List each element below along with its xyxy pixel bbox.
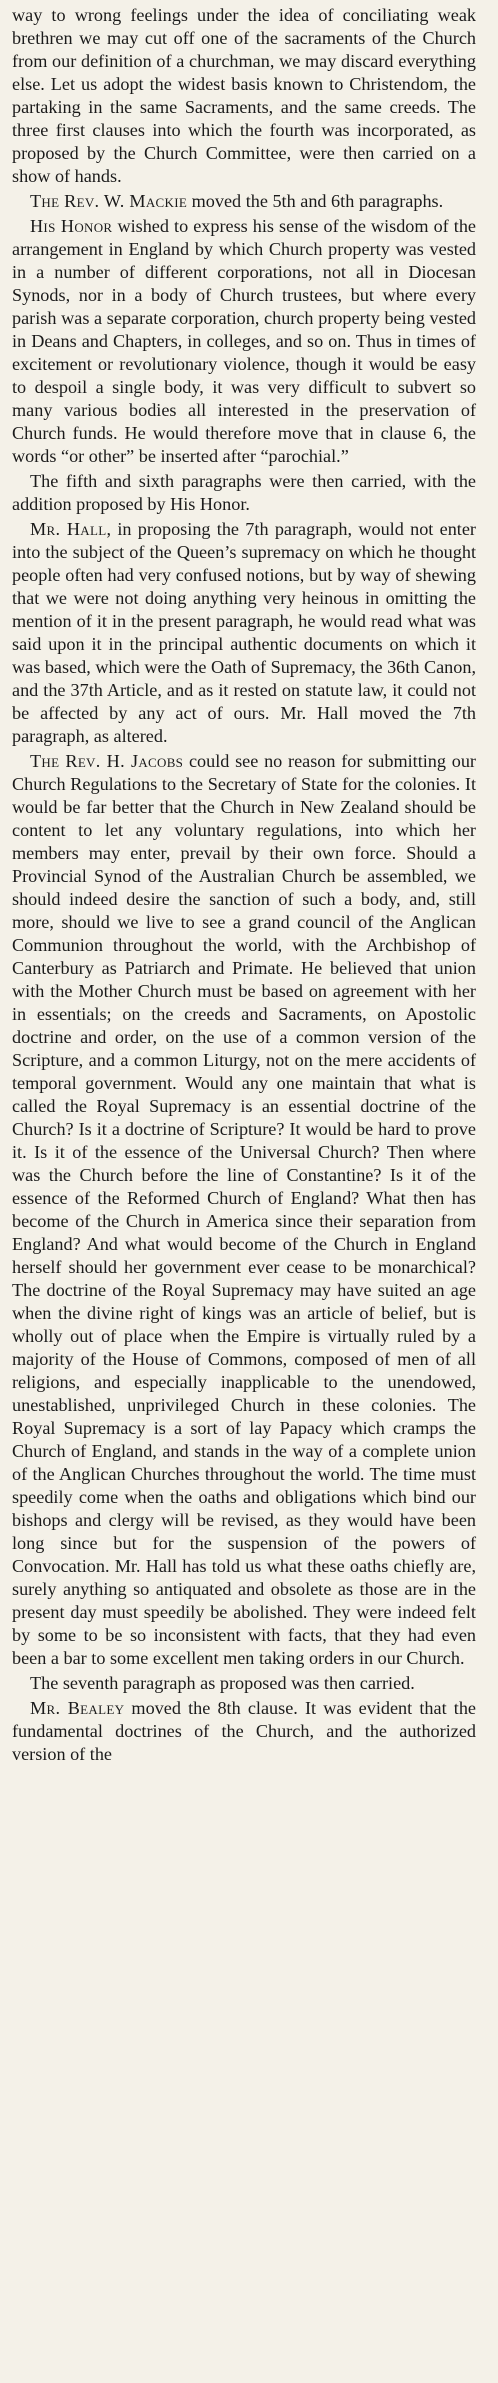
speaker-name: His Honor xyxy=(30,216,113,236)
paragraph-text: The seventh paragraph as proposed was then carried. xyxy=(30,1673,415,1693)
speaker-name: The Rev. H. Jacobs xyxy=(30,751,184,771)
speaker-name: The Rev. W. Mackie xyxy=(30,191,188,211)
paragraph-hall xyxy=(12,518,476,748)
paragraph-text: moved the 8th clause. It was evident that the fundamental doctrines of the Church, and the authorized version of the xyxy=(12,1698,476,1764)
paragraph-text: could see no reason for submitting our Church Regulations to the Secretary of State for the colonies. It would be far better that the Church in New Zealand should be content to let any voluntary regulations, into which her members may enter, prevail by their own force. Should a Provincial Synod of the Australian Church be assembled, we should indeed desire the sanction of such a body, and, still more, should we live to see a grand council of the Anglican Communion throughout the world, with the Archbishop of Canterbury as Patriarch and Primate. He believed that union with the Mother Church must be based on agreement with her in essentials; on the creeds and Sacraments, on Apostolic doctrine and order, on the use of a common version of the Scripture, and a common Liturgy, not on the mere accidents of temporal government. Would any one maintain that what is called the Royal Supremacy is an essential doctrine of the Church? Is it a doctrine of Scripture? It would be hard to prove it. Is it of the essence of the Universal Church? Then where was the Church before the line of Constantine? Is it of the essence of the Reformed Church of England? What then has become of the Church in America since their separation from England? And what would become of the Church in England herself should her government ever cease to be monarchical? The doctrine of the Royal Supremacy may have suited an age when the divine right of kings was an article of belief, but is wholly out of place when the Empire is virtually ruled by a majority of the House of Commons, composed of men of all religions, and especially inapplicable to the unendowed, unestablished, unprivileged Church in these colonies. The Royal Supremacy is a sort of lay Papacy which cramps the Church of England, and stands in the way of a complete union of the Anglican Churches throughout the world. The time must speedily come when the oaths and obligations which bind our bishops and clergy will be revised, as they would have been long since but for the suspension of the powers of Convocation. Mr. Hall has told us what these oaths chiefly are, surely anything so antiquated and obsolete as those are in the present day must speedily be abolished. They were indeed felt by some to be so inconsistent with facts, that they had even been a bar to some excellent men taking orders in our Church. xyxy=(12,751,476,1668)
paragraph-seventh-carried xyxy=(12,1672,476,1695)
speaker-name: Mr. Hall xyxy=(30,519,107,539)
paragraph-fifth-sixth-carried xyxy=(12,470,476,516)
paragraph-opening xyxy=(12,4,476,188)
paragraph-text: The fifth and sixth paragraphs were then carried, with the addition proposed by His Honor. xyxy=(12,471,476,514)
speaker-name: Mr. Bealey xyxy=(30,1698,125,1718)
paragraph-text: way to wrong feelings under the idea of conciliating weak brethren we may cut off one of the sacraments of the Church from our definition of a churchman, we may discard everything else. Let us adopt the widest basis known to Christendom, the partaking in the same Sacraments, and the same creeds. The three first clauses into which the fourth was incorporated, as proposed by the Church Committee, were then carried on a show of hands. xyxy=(12,5,476,186)
paragraph-jacobs xyxy=(12,750,476,1670)
paragraph-bealey xyxy=(12,1697,476,1766)
paragraph-text: , in proposing the 7th paragraph, would not enter into the subject of the Queen’s supremacy on which he thought people often had very confused notions, but by way of shewing that we were not doing anything very heinous in omitting the mention of it in the present paragraph, he would read what was said upon it in the principal authentic documents on which it was based, which were the Oath of Supremacy, the 36th Canon, and the 37th Article, and as it rested on statute law, it could not be affected by any act of ours. Mr. Hall moved the 7th paragraph, as altered. xyxy=(12,519,476,746)
paragraph-his-honor xyxy=(12,215,476,468)
paragraph-text: moved the 5th and 6th paragraphs. xyxy=(187,191,444,211)
paragraph-mackie xyxy=(12,190,476,213)
paragraph-text: wished to express his sense of the wisdom of the arrangement in England by which Church property was vested in a number of different corporations, not all in Diocesan Synods, nor in a body of Church trustees, but where every parish was a separate corporation, church property being vested in Deans and Chapters, in colleges, and so on. Thus in times of excitement or revolutionary violence, though it would be easy to despoil a single body, it was very difficult to subvert so many various bodies all interested in the preservation of Church funds. He would therefore move that in clause 6, the words “or other” be inserted after “parochial.” xyxy=(12,216,476,466)
